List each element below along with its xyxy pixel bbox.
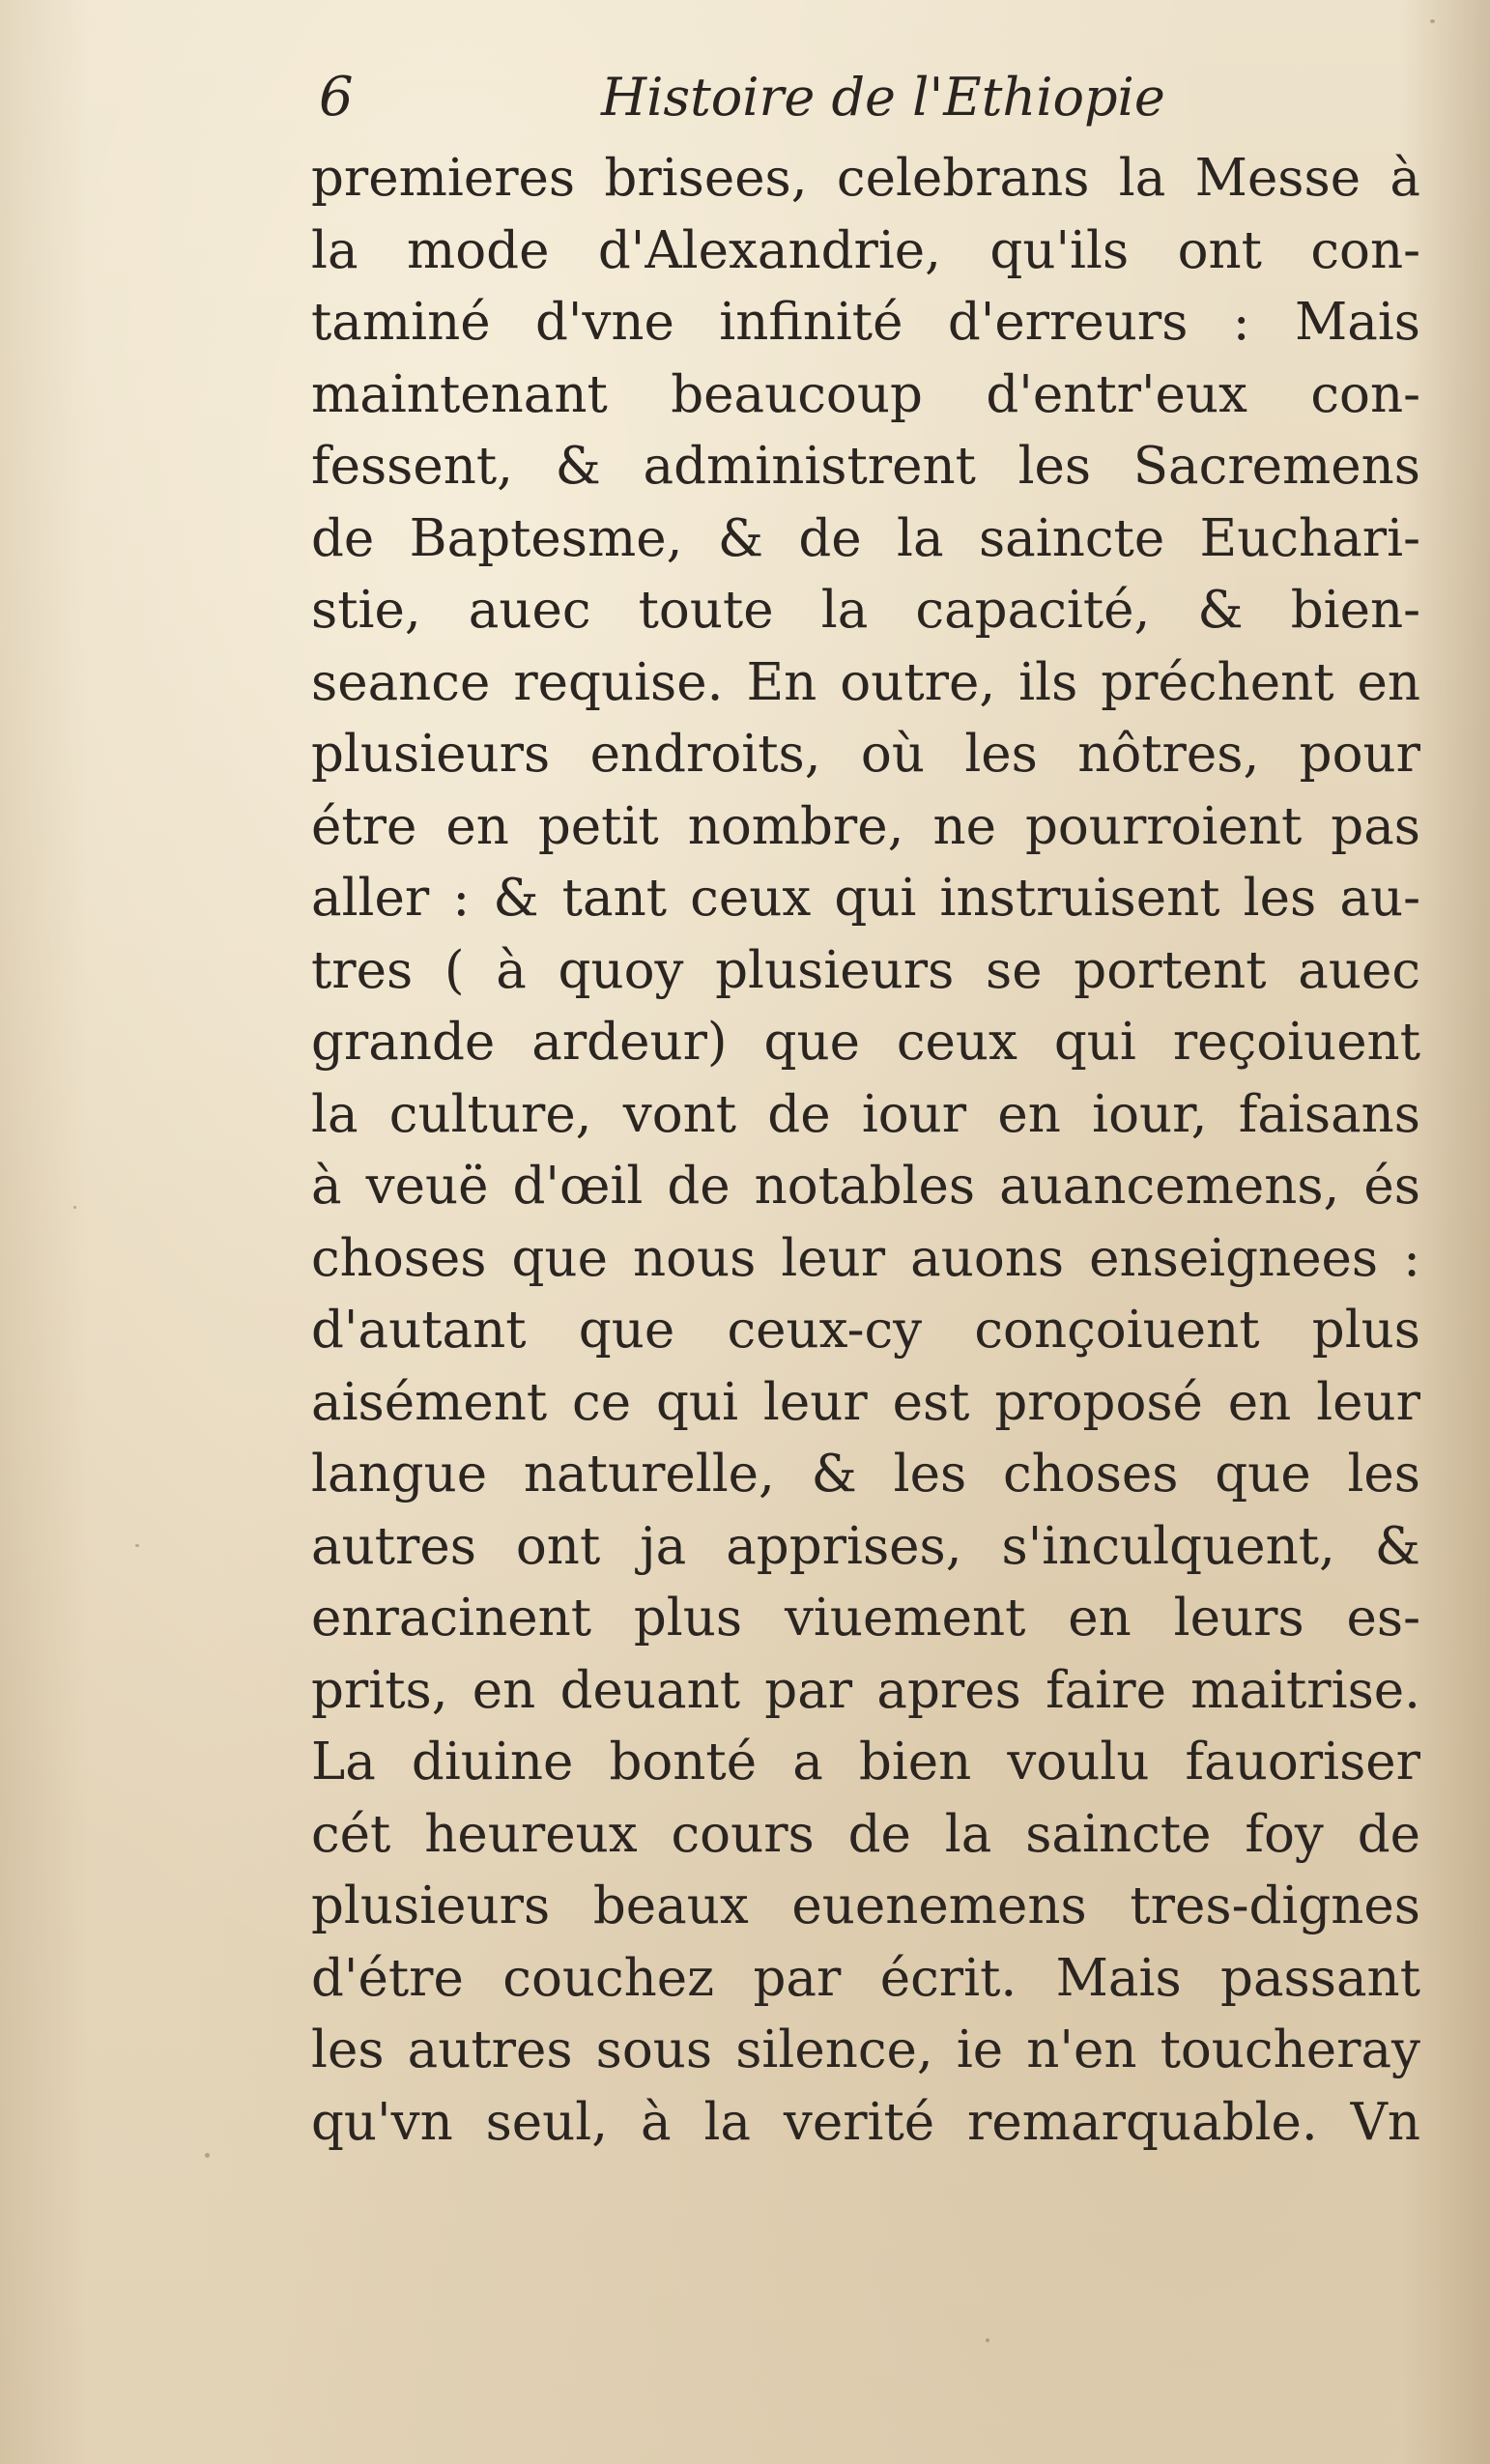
text-line: la culture, vont de iour en iour, faisans: [311, 1084, 1420, 1144]
text-line: d'autant que ceux-cy conçoiuent plus: [311, 1301, 1420, 1360]
text-line: seance requise. En outre, ils préchent en: [311, 652, 1420, 712]
text-line: stie, auec toute la capacité, & bien-: [311, 581, 1420, 640]
text-line: grande ardeur) que ceux qui reçoiuent: [311, 1013, 1420, 1072]
text-line: étre en petit nombre, ne pourroient pas: [311, 796, 1420, 856]
page-header: [311, 64, 1432, 131]
paper-speck: [1430, 19, 1435, 23]
text-line: taminé d'vne infinité d'erreurs : Mais: [311, 293, 1420, 352]
text-line: qu'vn seul, à la verité remarquable. Vn: [311, 2092, 1420, 2152]
text-line: aller : & tant ceux qui instruisent les au-: [311, 869, 1420, 928]
text-line: aisément ce qui leur est proposé en leur: [311, 1372, 1420, 1432]
paper-speck: [205, 2153, 210, 2158]
text-line: autres ont ja apprises, s'inculquent, &: [311, 1516, 1420, 1576]
text-line: plusieurs endroits, où les nôtres, pour: [311, 725, 1420, 784]
text-line: prits, en deuant par apres faire maitrise.: [311, 1660, 1420, 1720]
text-line: plusieurs beaux euenemens tres-dignes: [311, 1877, 1420, 1935]
body-text: [311, 143, 1420, 2159]
running-title: Histoire de l'Ethiopie: [601, 67, 1165, 128]
paper-speck: [73, 1206, 76, 1209]
page-number: 6: [319, 66, 354, 129]
text-line: choses que nous leur auons enseignees :: [311, 1228, 1420, 1288]
text-line: cét heureux cours de la saincte foy de: [311, 1804, 1420, 1864]
text-line: premieres brisees, celebrans la Messe à: [311, 149, 1420, 208]
text-line: à veuë d'œil de notables auancemens, és: [311, 1157, 1420, 1216]
text-line: la mode d'Alexandrie, qu'ils ont con-: [311, 220, 1420, 280]
text-line: La diuine bonté a bien voulu fauoriser: [311, 1733, 1420, 1791]
text-line: enracinent plus viuement en leurs es-: [311, 1589, 1420, 1647]
text-line: langue naturelle, & les choses que les: [311, 1445, 1420, 1504]
text-line: maintenant beaucoup d'entr'eux con-: [311, 364, 1420, 424]
text-line: fessent, & administrent les Sacremens: [311, 437, 1420, 496]
paper-speck: [135, 1544, 139, 1547]
text-line: d'étre couchez par écrit. Mais passant: [311, 1948, 1420, 2008]
paper-speck: [986, 2338, 989, 2342]
text-line: de Baptesme, & de la saincte Euchari-: [311, 508, 1420, 568]
text-line: tres ( à quoy plusieurs se portent auec: [311, 940, 1420, 1000]
text-line: les autres sous silence, ie n'en toucheray: [311, 2020, 1420, 2079]
